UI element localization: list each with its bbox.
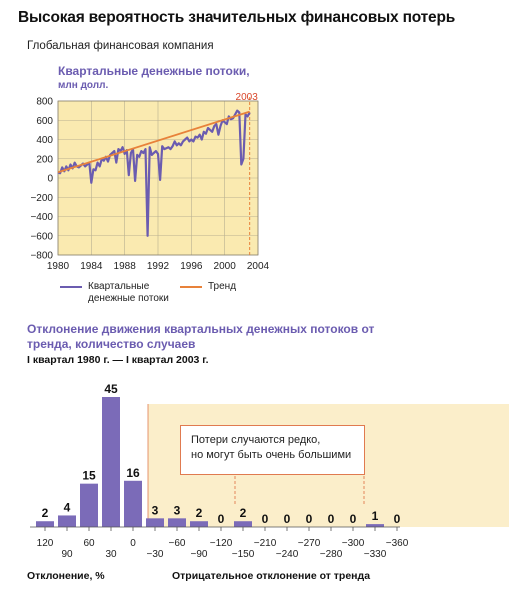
bar (36, 521, 54, 527)
x-tick-label: −120 (209, 538, 233, 549)
bar-value-label: 0 (283, 512, 291, 526)
x-tick-label: 2000 (213, 261, 236, 272)
cashflow-chart-unit: млн долл. (58, 80, 109, 91)
x-tick-label: −330 (363, 549, 387, 560)
x-tick-label: 1996 (180, 261, 203, 272)
y-tick-label: 600 (36, 115, 53, 127)
y-tick-label: −200 (30, 192, 53, 204)
x-tick-label: −270 (297, 538, 321, 549)
x-tick-label: 30 (105, 549, 117, 560)
deviation-chart-title: Отклонение движения квартальных денежных потоков от тренда, количество случаев (27, 322, 375, 351)
negative-deviation-caption: Отрицательное отклонение от тренда (172, 570, 371, 582)
bar (146, 518, 164, 527)
x-tick-label: −280 (319, 549, 343, 560)
bar-value-label: 2 (41, 506, 49, 521)
callout-line-1: Потери случаются редко, (191, 434, 321, 446)
bar-value-label: 3 (173, 503, 181, 518)
bar (366, 524, 384, 527)
bar (102, 397, 120, 527)
bar-value-label: 15 (82, 468, 96, 483)
x-tick-label: 120 (36, 538, 54, 549)
x-tick-label: −150 (231, 549, 255, 560)
bar (234, 521, 252, 527)
y-tick-label: 0 (47, 173, 53, 185)
bar-value-label: 2 (195, 506, 203, 521)
legend-series-label: Квартальные денежные потоки (88, 281, 169, 304)
x-tick-label: −360 (385, 538, 409, 549)
callout-line-2: но могут быть очень большими (191, 449, 352, 461)
bar-value-label: 0 (217, 512, 225, 526)
y-tick-label: 200 (36, 154, 53, 166)
bar-value-label: 0 (393, 512, 401, 526)
x-tick-label: −60 (168, 538, 186, 549)
page-title: Высокая вероятность значительных финансовых потерь (18, 9, 456, 26)
y-tick-label: −400 (30, 212, 53, 223)
x-tick-label: −300 (341, 538, 365, 549)
x-tick-label: 1984 (80, 261, 103, 272)
legend-trend-label: Тренд (208, 281, 237, 292)
bar-value-label: 3 (151, 503, 159, 518)
rare-losses-callout (180, 425, 365, 475)
bar-value-label: 4 (63, 500, 71, 515)
bar (124, 481, 142, 527)
y-tick-label: −600 (30, 231, 53, 243)
x-tick-label: 1992 (146, 261, 170, 272)
bar-value-label: 45 (104, 382, 118, 396)
x-tick-label: −240 (275, 549, 299, 560)
company-subtitle: Глобальная финансовая компания (27, 40, 214, 52)
x-tick-label: 0 (130, 538, 136, 549)
bar-value-label: 16 (126, 465, 140, 480)
deviation-axis-caption: Отклонение, % (27, 570, 105, 582)
bar (80, 484, 98, 527)
bar (168, 518, 186, 527)
bar-value-label: 0 (305, 512, 313, 526)
y-tick-label: −800 (30, 250, 53, 262)
x-tick-label: 1988 (113, 261, 136, 272)
bar-value-label: 1 (371, 509, 379, 524)
y-tick-label: 800 (36, 96, 53, 108)
x-tick-label: 1980 (46, 261, 70, 272)
year-2003-label: 2003 (235, 92, 258, 103)
bar (58, 515, 76, 527)
x-tick-label: 60 (83, 538, 95, 549)
cashflow-chart-title: Квартальные денежные потоки, (58, 64, 250, 78)
deviation-chart-period: I квартал 1980 г. — I квартал 2003 г. (27, 354, 209, 366)
x-tick-label: 2004 (246, 261, 270, 272)
bar-value-label: 0 (261, 512, 269, 526)
x-tick-label: 90 (61, 549, 73, 560)
y-tick-label: 400 (36, 135, 53, 146)
bar-value-label: 0 (349, 512, 357, 526)
bar (190, 521, 208, 527)
bar-value-label: 0 (327, 512, 335, 526)
x-tick-label: −90 (190, 549, 208, 560)
bar-value-label: 2 (239, 506, 247, 521)
x-tick-label: −210 (253, 538, 277, 549)
x-tick-label: −30 (146, 549, 164, 560)
